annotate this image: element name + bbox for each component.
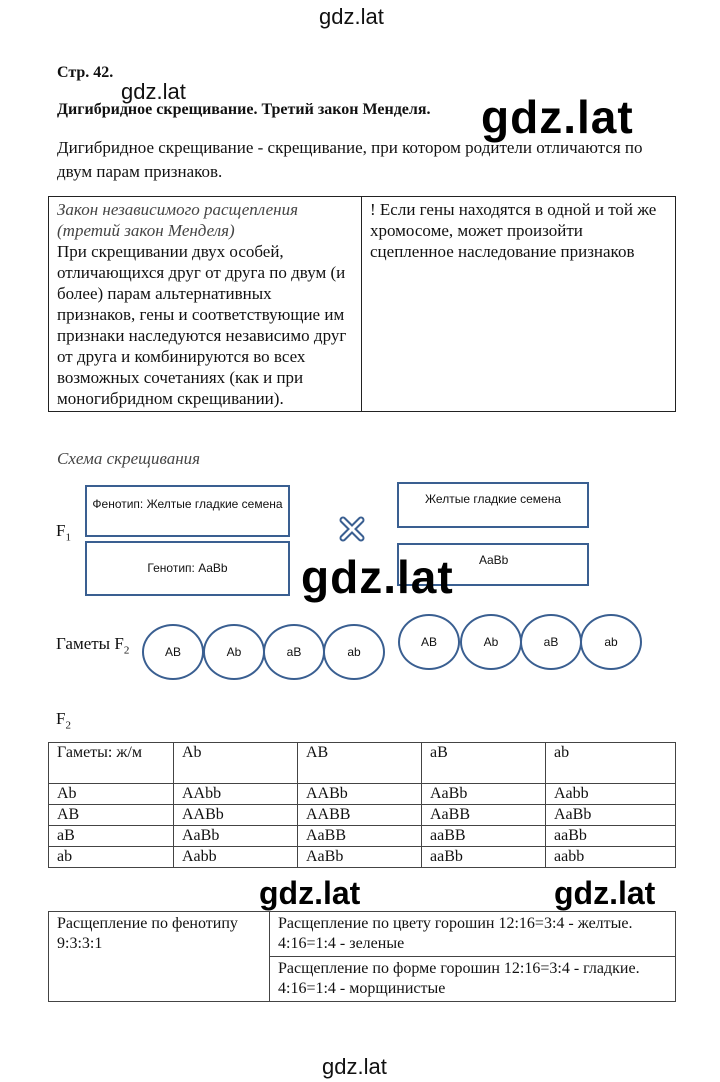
- genotype-cell: AaBB: [422, 805, 546, 826]
- watermark-big-heading: gdz.lat: [481, 91, 634, 143]
- right-genotype-box: AaBb: [397, 543, 589, 586]
- right-phenotype-box: Желтые гладкие семена: [397, 482, 589, 528]
- gametes-label: Гаметы $F_2$: [56, 634, 130, 657]
- gamete-left-4: ab: [323, 624, 385, 680]
- genotype-cell: AAbb: [174, 784, 298, 805]
- shape-split: Расщепление по форме горошин 12:16=3:4 - гладкие. 4:16=1:4 - морщинистые: [270, 957, 676, 1002]
- gamete-left-2: Ab: [203, 624, 265, 680]
- law-table: [48, 196, 676, 412]
- table-row: [49, 784, 676, 805]
- genotype-cell: AaBB: [298, 826, 422, 847]
- left-phenotype-box: Фенотип: Желтые гладкие семена: [85, 485, 290, 537]
- gamete-right-2: Ab: [460, 614, 522, 670]
- header-cell: Гаметы: ж/м: [49, 743, 174, 784]
- genotype-cell: AaBb: [546, 805, 676, 826]
- gamete-left-1: AB: [142, 624, 204, 680]
- f2-label: $F_2$: [56, 709, 71, 732]
- law-cell: [49, 197, 362, 412]
- genotype-cell: aaBB: [422, 826, 546, 847]
- scheme-title: Схема скрещивания: [57, 449, 201, 468]
- row-gamete: Ab: [49, 784, 174, 805]
- genotype-cell: AABb: [298, 784, 422, 805]
- table-row: [49, 805, 676, 826]
- header-cell: AB: [298, 743, 422, 784]
- genotype-cell: AABB: [298, 805, 422, 826]
- watermark-bottom: gdz.lat: [322, 1054, 387, 1079]
- law-title-line2: (третий закон Менделя): [57, 221, 235, 240]
- header-cell: Ab: [174, 743, 298, 784]
- genotype-cell: Aabb: [546, 784, 676, 805]
- genotype-cell: Aabb: [174, 847, 298, 868]
- gamete-right-4: ab: [580, 614, 642, 670]
- color-split: Расщепление по цвету горошин 12:16=3:4 - желтые. 4:16=1:4 - зеленые: [270, 912, 676, 957]
- genotype-cell: aaBb: [422, 847, 546, 868]
- watermark-mid-right: gdz.lat: [554, 875, 656, 911]
- gamete-right-1: AB: [398, 614, 460, 670]
- f1-label: $F_1$: [56, 521, 71, 544]
- law-title-line1: Закон независимого расщепления: [57, 200, 299, 219]
- genotype-cell: AaBb: [298, 847, 422, 868]
- header-cell: aB: [422, 743, 546, 784]
- gamete-right-3: aB: [520, 614, 582, 670]
- watermark-top: gdz.lat: [319, 4, 384, 29]
- page-heading: Дигибридное скрещивание. Третий закон Менделя.: [57, 101, 431, 118]
- genotype-cell: AABb: [174, 805, 298, 826]
- row-gamete: aB: [49, 826, 174, 847]
- genotype-cell: AaBb: [422, 784, 546, 805]
- watermark-mid-left: gdz.lat: [259, 875, 361, 911]
- header-cell: ab: [546, 743, 676, 784]
- table-row: [49, 847, 676, 868]
- cross-icon: [338, 515, 366, 543]
- split-table: [48, 911, 676, 1002]
- genotype-cell: aaBb: [546, 826, 676, 847]
- phenotype-split: Расщепление по фенотипу 9:3:3:1: [49, 912, 270, 1002]
- gamete-left-3: aB: [263, 624, 325, 680]
- genotype-cell: AaBb: [174, 826, 298, 847]
- page-number: Стр. 42.: [57, 64, 114, 81]
- law-note: ! Если гены находятся в одной и той же хромосоме, может произойти сцепленное наследование признаков: [362, 197, 676, 412]
- watermark-small: gdz.lat: [121, 79, 186, 104]
- definition-text: Дигибридное скрещивание - скрещивание, при котором родители отличаются по двум парам признаков.: [57, 138, 643, 181]
- row-gamete: AB: [49, 805, 174, 826]
- watermark-big-scheme: gdz.lat: [301, 551, 454, 603]
- table-row: [49, 826, 676, 847]
- punnett-table: [48, 742, 676, 868]
- genotype-cell: aabb: [546, 847, 676, 868]
- law-body: При скрещивании двух особей, отличающихся друг от друга по двум (и более) парам альтернативных признаков, гены и соответствующие им признаки наследуются независимо друг от друга и комбинируются во всех возможных сочетаниях (как и при моногибридном скрещивании).: [57, 242, 347, 408]
- table-header-row: [49, 743, 676, 784]
- left-genotype-box: Генотип: AaBb: [85, 541, 290, 596]
- row-gamete: ab: [49, 847, 174, 868]
